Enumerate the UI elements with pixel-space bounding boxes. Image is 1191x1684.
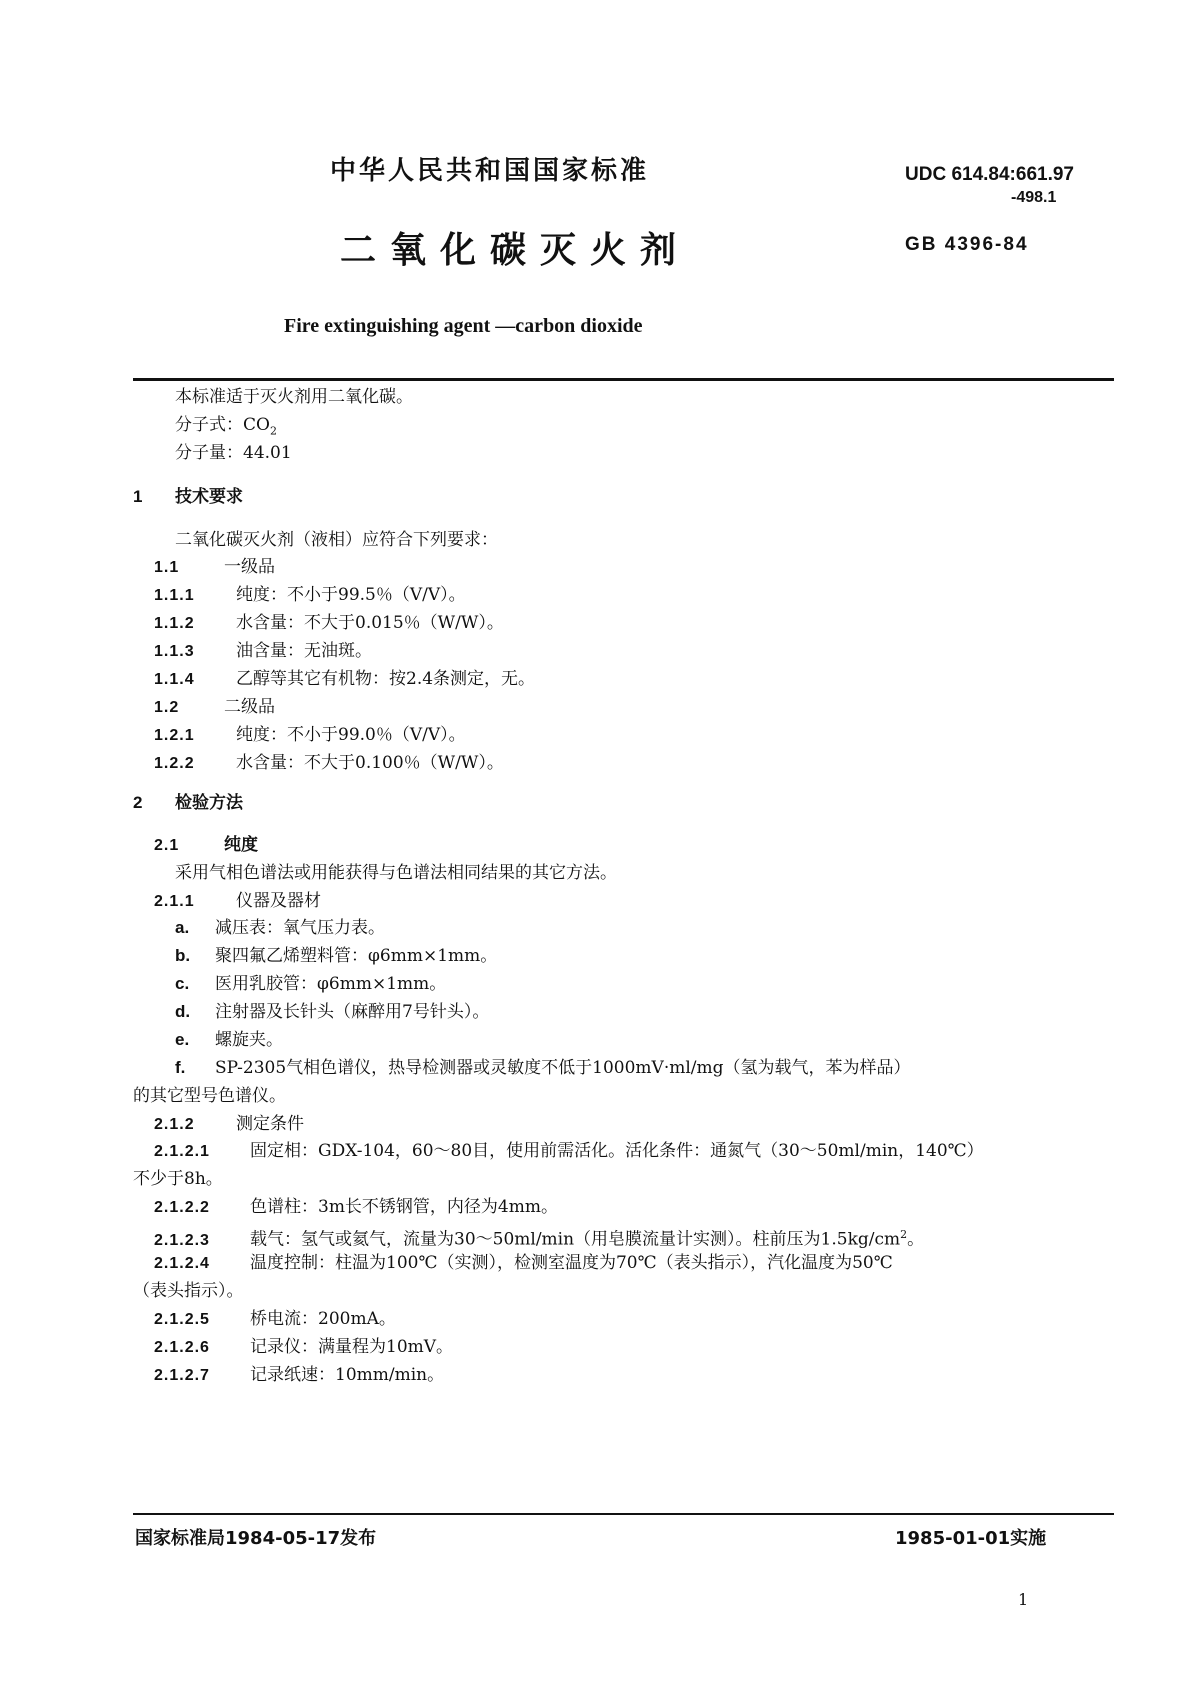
list-item — [154, 584, 466, 607]
item-letter: e. — [175, 1030, 190, 1049]
clause-text: 水含量：不大于0.015％（W/W）。 — [236, 613, 504, 633]
condition-2-1-2-1 — [154, 1140, 984, 1163]
formula-subscript: 2 — [269, 424, 277, 438]
english-title: Fire extinguishing agent —carbon dioxide — [284, 315, 643, 337]
clause-text: 记录纸速：10mm/min。 — [250, 1365, 445, 1385]
country-standard-heading: 中华人民共和国国家标准 — [330, 156, 650, 186]
condition-2-1-2-5 — [154, 1308, 396, 1331]
list-item — [175, 973, 446, 995]
list-item — [175, 1001, 489, 1023]
gb-number: GB 4396-84 — [905, 234, 1029, 255]
item-f-continuation: 的其它型号色谱仪。 — [133, 1086, 286, 1106]
clause-number: 2.1.2.5 — [154, 1311, 210, 1328]
subsection-title: 纯度 — [224, 835, 258, 855]
clause-text: 载气：氢气或氦气，流量为30～50ml/min（用皂膜流量计实测）。柱前压为1.5kg/cm — [250, 1229, 901, 1250]
clause-text: 桥电流：200mA。 — [250, 1309, 396, 1329]
superscript: 2 — [900, 1228, 908, 1241]
item-text: 减压表：氧气压力表。 — [215, 918, 385, 938]
clause-text: 油含量：无油斑。 — [236, 641, 372, 661]
clause-number: 1.2.2 — [154, 755, 195, 772]
item-letter: f. — [175, 1058, 186, 1077]
clause-text: 固定相：GDX-104，60～80目，使用前需活化。活化条件：通氮气（30～50ml/min，140℃） — [250, 1141, 984, 1161]
scope-text: 本标准适于灭火剂用二氧化碳。 — [175, 387, 413, 407]
formula-main: CO — [243, 415, 270, 435]
item-text: 注射器及长针头（麻醉用7号针头）。 — [215, 1002, 490, 1022]
clause-number: 2.1.2.7 — [154, 1367, 210, 1384]
clause-number: 2.1.2.3 — [154, 1231, 210, 1249]
mw-value: 44.01 — [243, 443, 292, 463]
condition-2-1-2-1-continuation: 不少于8h。 — [133, 1169, 223, 1189]
clause-number: 1.1.4 — [154, 671, 195, 688]
list-item-f — [175, 1057, 911, 1079]
section-number: 2 — [133, 793, 143, 812]
issued-date: 国家标准局1984-05-17发布 — [135, 1528, 377, 1549]
item-text: 聚四氟乙烯塑料管：φ6mm×1mm。 — [215, 946, 498, 966]
section-title: 检验方法 — [175, 793, 243, 813]
subsection-title: 测定条件 — [236, 1114, 304, 1134]
mw-label: 分子量： — [175, 443, 243, 463]
effective-date: 1985-01-01实施 — [895, 1528, 1047, 1549]
clause-number: 2.1.2.4 — [154, 1255, 210, 1272]
clause-number: 1.2 — [154, 699, 180, 716]
list-item — [154, 640, 372, 663]
condition-2-1-2-6 — [154, 1336, 453, 1359]
clause-number: 2.1 — [154, 837, 180, 854]
formula-label: 分子式： — [175, 415, 243, 435]
clause-number: 2.1.2.2 — [154, 1199, 210, 1216]
list-item — [154, 724, 466, 747]
clause-text: 一级品 — [224, 557, 275, 577]
clause-end: 。 — [907, 1229, 925, 1250]
page-number: 1 — [1018, 1590, 1029, 1609]
list-item — [175, 917, 385, 939]
purity-method-text: 采用气相色谱法或用能获得与色谱法相同结果的其它方法。 — [175, 863, 617, 883]
item-text: SP-2305气相色谱仪，热导检测器或灵敏度不低于1000mV·ml/mg（氢为载气，苯为样品） — [215, 1058, 911, 1078]
list-item — [154, 696, 275, 719]
condition-2-1-2-3 — [154, 1224, 924, 1252]
section-title: 技术要求 — [175, 487, 243, 507]
list-item — [175, 1029, 283, 1051]
clause-text: 温度控制：柱温为100℃（实测），检测室温度为70℃（表头指示），汽化温度为50℃ — [250, 1253, 893, 1273]
section-1-lead: 二氧化碳灭火剂（液相）应符合下列要求： — [175, 530, 498, 550]
bottom-divider — [133, 1513, 1114, 1515]
item-letter: a. — [175, 918, 190, 937]
list-item — [154, 668, 535, 691]
clause-number: 2.1.2.6 — [154, 1339, 210, 1356]
clause-number: 1.2.1 — [154, 727, 195, 744]
clause-number: 1.1.3 — [154, 643, 195, 660]
section-number: 1 — [133, 487, 143, 506]
clause-number: 1.1.1 — [154, 587, 195, 604]
section-2-heading — [133, 792, 243, 814]
condition-2-1-2-7 — [154, 1364, 444, 1387]
clause-text: 纯度：不小于99.0％（V/V）。 — [236, 725, 466, 745]
subsection-2-1-1-heading — [154, 890, 321, 913]
item-letter: b. — [175, 946, 191, 965]
clause-number: 1.1 — [154, 559, 180, 576]
standard-title: 二氧化碳灭火剂 — [340, 230, 691, 271]
subsection-2-1-heading — [154, 834, 258, 857]
clause-text: 乙醇等其它有机物：按2.4条测定，无。 — [236, 669, 536, 689]
condition-2-1-2-2 — [154, 1196, 558, 1219]
clause-text: 二级品 — [224, 697, 275, 717]
clause-text: 记录仪：满量程为10mV。 — [250, 1337, 454, 1357]
clause-number: 2.1.2.1 — [154, 1143, 210, 1160]
clause-number: 1.1.2 — [154, 615, 195, 632]
udc-code — [905, 163, 1074, 209]
formula-line — [175, 414, 277, 442]
udc-line-1: UDC 614.84:661.97 — [905, 164, 1074, 185]
condition-2-1-2-4 — [154, 1252, 893, 1275]
condition-2-1-2-4-continuation: （表头指示）。 — [133, 1281, 244, 1301]
clause-number: 2.1.2 — [154, 1116, 195, 1133]
section-1-heading — [133, 486, 243, 508]
subsection-2-1-2-heading — [154, 1113, 304, 1136]
item-letter: d. — [175, 1002, 191, 1021]
list-item — [154, 556, 275, 579]
item-letter: c. — [175, 974, 190, 993]
item-text: 医用乳胶管：φ6mm×1mm。 — [215, 974, 447, 994]
clause-number: 2.1.1 — [154, 893, 195, 910]
clause-text: 纯度：不小于99.5％（V/V）。 — [236, 585, 466, 605]
clause-text: 色谱柱：3m长不锈钢管，内径为4mm。 — [250, 1197, 558, 1217]
subsection-title: 仪器及器材 — [236, 891, 321, 911]
list-item — [154, 612, 504, 635]
list-item — [154, 752, 504, 775]
clause-text: 水含量：不大于0.100％（W/W）。 — [236, 753, 504, 773]
top-divider — [133, 378, 1114, 381]
item-text: 螺旋夹。 — [215, 1030, 283, 1050]
udc-line-2: -498.1 — [1011, 189, 1057, 206]
list-item — [175, 945, 497, 967]
molecular-weight-line — [175, 442, 292, 464]
